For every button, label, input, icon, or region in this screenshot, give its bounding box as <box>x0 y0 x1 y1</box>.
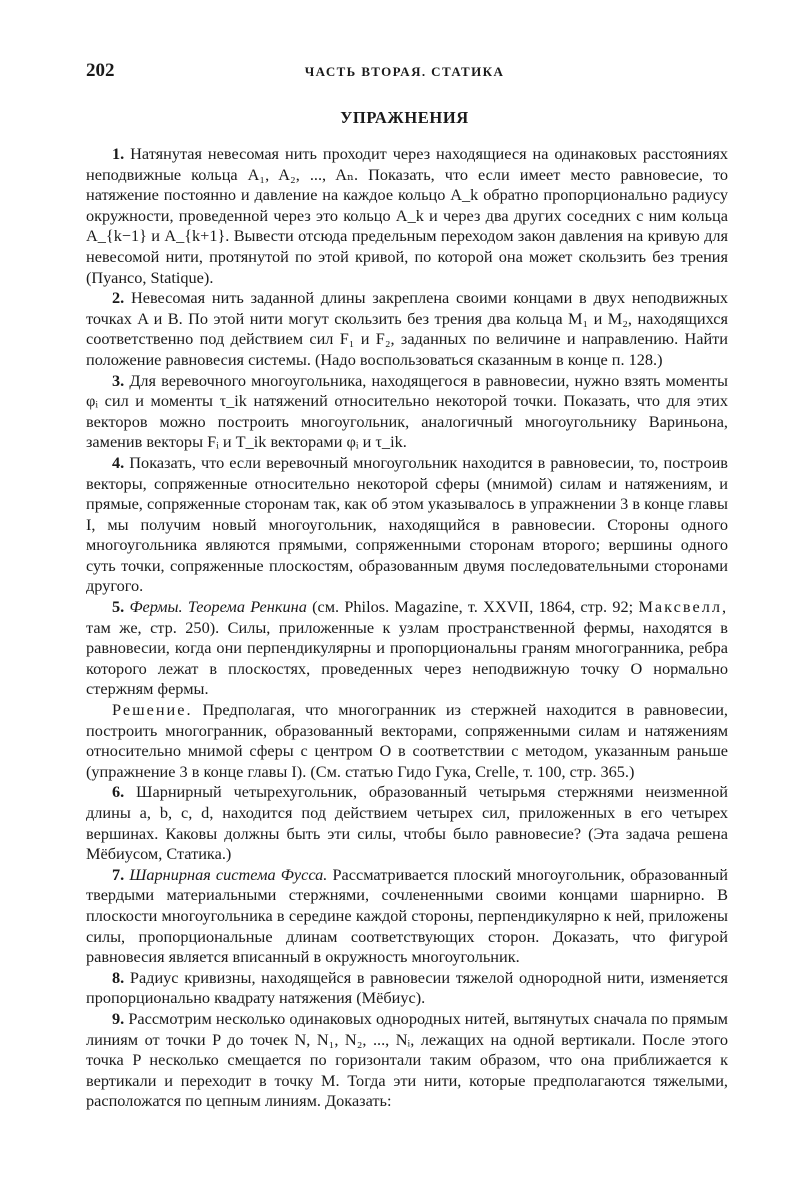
exercise-text-continued: там же, стр. 250). Силы, приложенные к узлам пространственной фермы, находятся в равновесии, когда они перпендикулярны и пропорциональны граням многогранника, ребра которого лежат в плоскостях, проведенных через неподвижную точку O нормально стержням фермы. <box>86 617 728 699</box>
solution-text: Предполагая, что многогранник из стержней находится в равновесии, построить многогранник, образованный векторами, сопряженными силам и натяжениям относительно мнимой сферы с центром O в соответствии с методом, указанным раньше (упражнение 3 в конце главы I). (См. статью Гидо Гука, Crelle, т. 100, стр. 365.) <box>86 700 728 781</box>
author-name: Максвелл, <box>638 597 729 617</box>
exercise-1 <box>86 144 728 288</box>
exercise-text: Для веревочного многоугольника, находящегося в равновесии, нужно взять моменты φᵢ сил и моменты τ_ik натяжений относительно некоторой точки. Показать, что для этих векторов можно построить многоугольник, аналогичный многоугольнику Вариньона, заменив векторы Fᵢ и T_ik векторами φᵢ и τ_ik. <box>86 370 728 452</box>
exercise-number: 6. <box>112 782 125 802</box>
exercise-7 <box>86 865 728 968</box>
exercise-text: Радиус кривизны, находящейся в равновесии тяжелой однородной нити, изменяется пропорционально квадрату натяжения (Мёбиус). <box>86 967 729 1008</box>
exercise-8 <box>86 968 728 1009</box>
exercise-number: 1. <box>112 144 125 163</box>
exercise-text: Натянутая невесомая нить проходит через находящиеся на одинаковых расстояниях неподвижные кольца A₁, A₂, ..., Aₙ. Показать, что если имеет место равновесие, то натяжение постоянно и давление на каждое кольцо A_k обратно пропорционально радиусу окружности, проведенной через это кольцо A_k и через два других соседних с ним кольца A_{k−1} и A_{k+1}. Вывести отсюда предельным переходом закон давления на кривую для невесомой нити, протянутой по этой кривой, по которой она может скользить без трения (Пуансо, Statique). <box>86 144 728 287</box>
exercise-6 <box>86 782 728 864</box>
exercise-number: 9. <box>112 1008 125 1028</box>
exercise-text: (см. Philos. Magazine, т. XXVII, 1864, стр. 92; <box>312 597 634 617</box>
running-head: ЧАСТЬ ВТОРАЯ. СТАТИКА <box>304 64 505 79</box>
exercise-text: Рассмотрим несколько одинаковых однородных нитей, вытянутых сначала по прямым линиям от точки P до точек N, N₁, N₂, ..., Nᵢ, лежащих на одной вертикали. После этого точка P несколько смещается по горизонтали таким образом, что она приближается к вертикали и переходит в точку M. Тогда эти нити, которые предполагаются тяжелыми, расположатся по цепным линиям. Доказать: <box>86 1008 728 1111</box>
exercise-3 <box>86 371 728 453</box>
exercise-text: Рассматривается плоский многоугольник, образованный твердыми материальными стержнями, сочлененными своими концами шарнирно. В плоскости многоугольника в середине каждой стороны, перпендикулярно к ней, приложены силы, пропорциональные длинам соответствующих сторон. Доказать, что фигурой равновесия является вписанный в окружность многоугольник. <box>86 864 729 967</box>
exercise-2 <box>86 288 728 370</box>
exercise-number: 3. <box>112 370 125 390</box>
exercise-title: Фермы. Теорема Ренкина <box>129 597 307 617</box>
exercise-number: 7. <box>112 864 125 884</box>
section-title: УПРАЖНЕНИЯ <box>340 108 469 127</box>
exercise-number: 5. <box>112 597 125 617</box>
exercise-title: Шарнирная система Фусса. <box>129 864 328 884</box>
exercise-5-solution <box>86 700 728 782</box>
exercise-number: 4. <box>112 452 125 472</box>
exercise-9 <box>86 1009 728 1112</box>
exercise-text: Невесомая нить заданной длины закреплена своими концами в двух неподвижных точках A и B. По этой нити могут скользить без трения два кольца M₁ и M₂, находящихся соответственно под действием сил F₁ и F₂, заданных по величине и направлению. Найти положение равновесия системы. (Надо воспользоваться сказанным в конце п. 128.) <box>86 288 728 369</box>
exercise-text: Шарнирный четырехугольник, образованный четырьмя стержнями неизменной длины a, b, c, d, находится под действием четырех сил, приложенных в его четырех вершинах. Каковы должны быть эти силы, чтобы было равновесие? (Эта задача решена Мёбиусом, Статика.) <box>86 782 728 864</box>
page-number: 202 <box>86 60 115 81</box>
exercise-4 <box>86 453 728 597</box>
exercise-text: Показать, что если веревочный многоугольник находится в равновесии, то, построив векторы, сопряженные относительно некоторой сферы (мнимой) силам и натяжениям, и прямые, сопряженные сторонам так, как об этом указывалось в упражнении 3 в конце главы I, мы получим новый многоугольник, находящийся в равновесии. Стороны одного многоугольника являются прямыми, сопряженными сторонам второго; вершины одного суть точки, сопряженные плоскостям, образованным двумя последовательными сторонами другого. <box>86 452 728 596</box>
solution-label: Решение. <box>112 700 193 720</box>
exercise-number: 8. <box>112 967 125 987</box>
exercises-body <box>86 144 728 1112</box>
exercise-number: 2. <box>112 288 125 308</box>
exercise-5 <box>86 597 728 700</box>
